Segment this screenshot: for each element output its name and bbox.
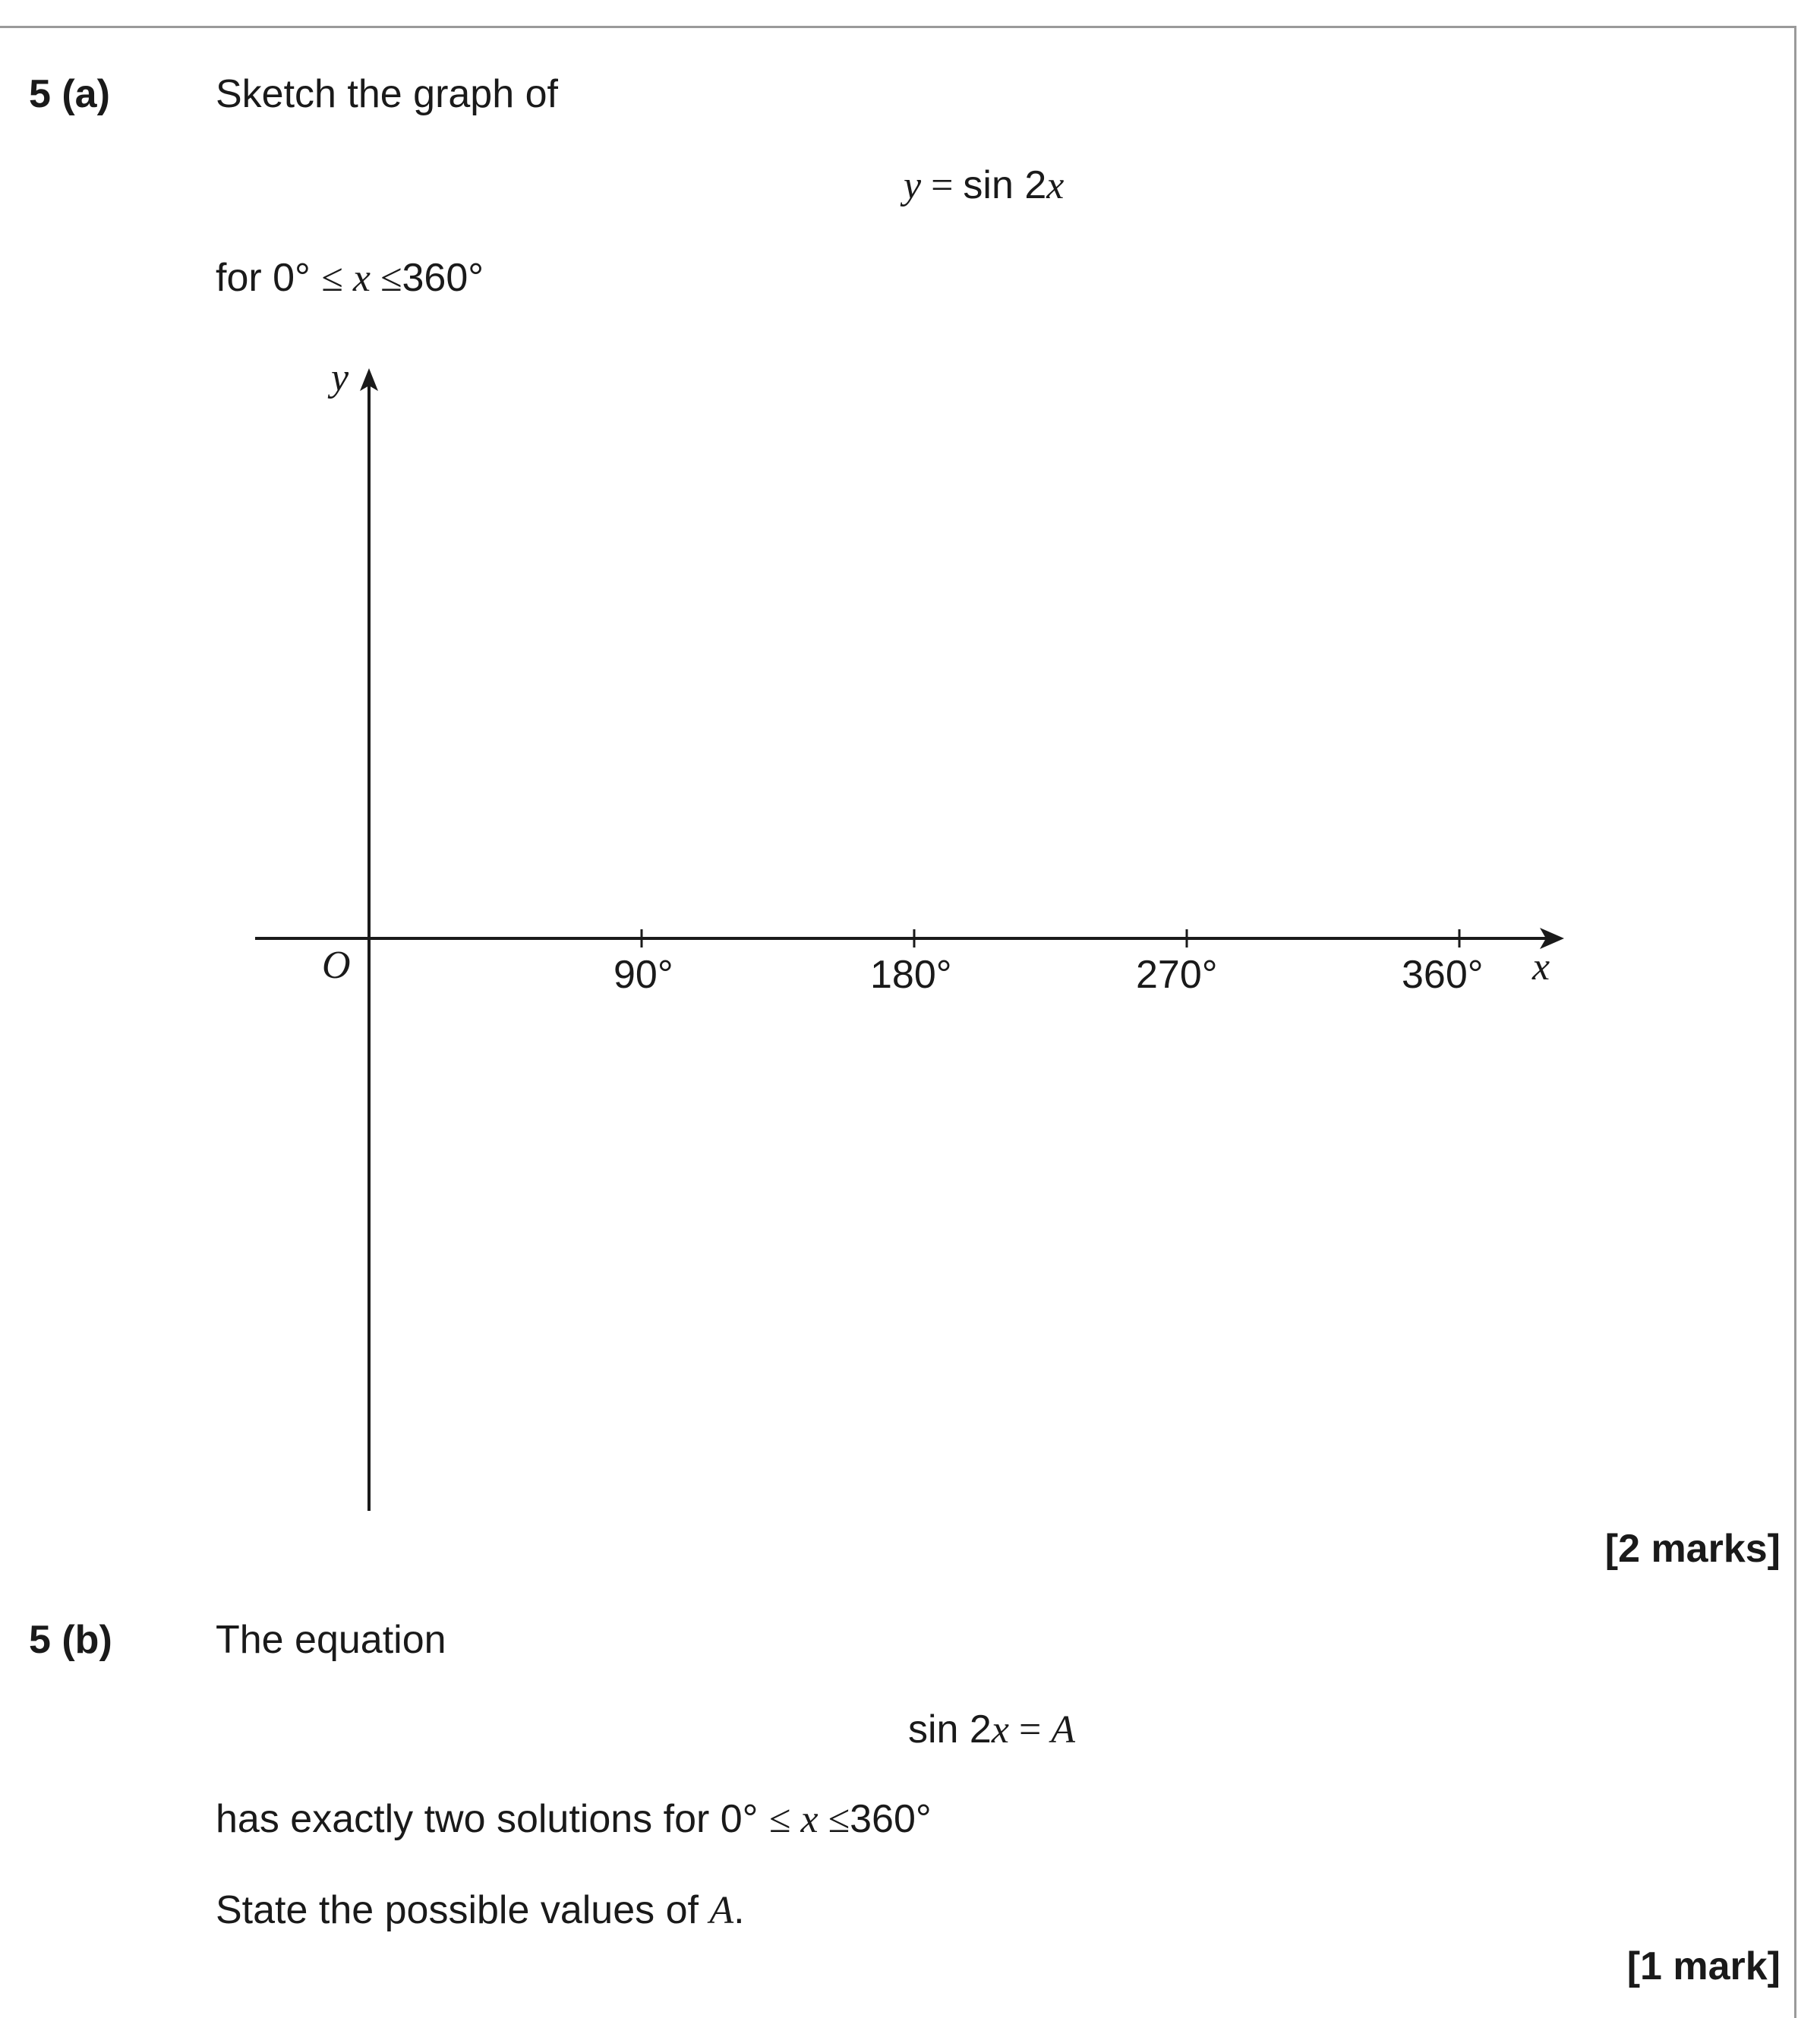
domain-le1: ≤: [321, 257, 343, 300]
origin-label: O: [322, 944, 351, 987]
marks-5a: [2 marks]: [1604, 1527, 1781, 1571]
eq-b-equals: =: [1008, 1708, 1052, 1752]
eq-b-fn: sin 2: [908, 1707, 992, 1752]
cond-le2: ≤: [828, 1798, 850, 1841]
q-post: .: [733, 1888, 745, 1932]
domain-var: x: [342, 257, 380, 300]
equation-5b: [908, 1707, 1076, 1752]
eq-var: x: [1046, 164, 1065, 207]
q-var: A: [709, 1889, 734, 1932]
cond-pre: has exactly two solutions for 0°: [216, 1797, 769, 1841]
eq-fn: sin 2: [963, 163, 1047, 207]
eq-equals: =: [921, 164, 964, 207]
eq-lhs: y: [904, 164, 922, 207]
y-axis-label: y: [331, 356, 349, 399]
tick-label-270: 270°: [1136, 953, 1218, 997]
eq-b-var: x: [991, 1708, 1009, 1752]
x-axis-label: x: [1532, 945, 1550, 989]
cond-le1: ≤: [768, 1798, 791, 1841]
question-number-5a: 5 (a): [29, 72, 110, 116]
question-5b: [216, 1890, 745, 1931]
condition-5b: [216, 1799, 932, 1840]
domain-le2: ≤: [380, 257, 402, 300]
q-pre: State the possible values of: [216, 1888, 710, 1932]
instruction-text: Sketch the graph of: [216, 72, 558, 116]
tick-label-90: 90°: [614, 953, 673, 997]
cond-var: x: [790, 1798, 828, 1841]
marks-5b: [1 mark]: [1626, 1944, 1781, 1988]
tick-label-180: 180°: [870, 953, 952, 997]
cond-post: 360°: [850, 1797, 932, 1841]
eq-b-rhs: A: [1051, 1708, 1076, 1752]
tick-label-360: 360°: [1402, 953, 1484, 997]
domain-post: 360°: [402, 256, 484, 300]
question-number-5b: 5 (b): [29, 1618, 112, 1662]
intro-text: The equation: [216, 1618, 446, 1662]
domain-pre: for 0°: [216, 256, 322, 300]
